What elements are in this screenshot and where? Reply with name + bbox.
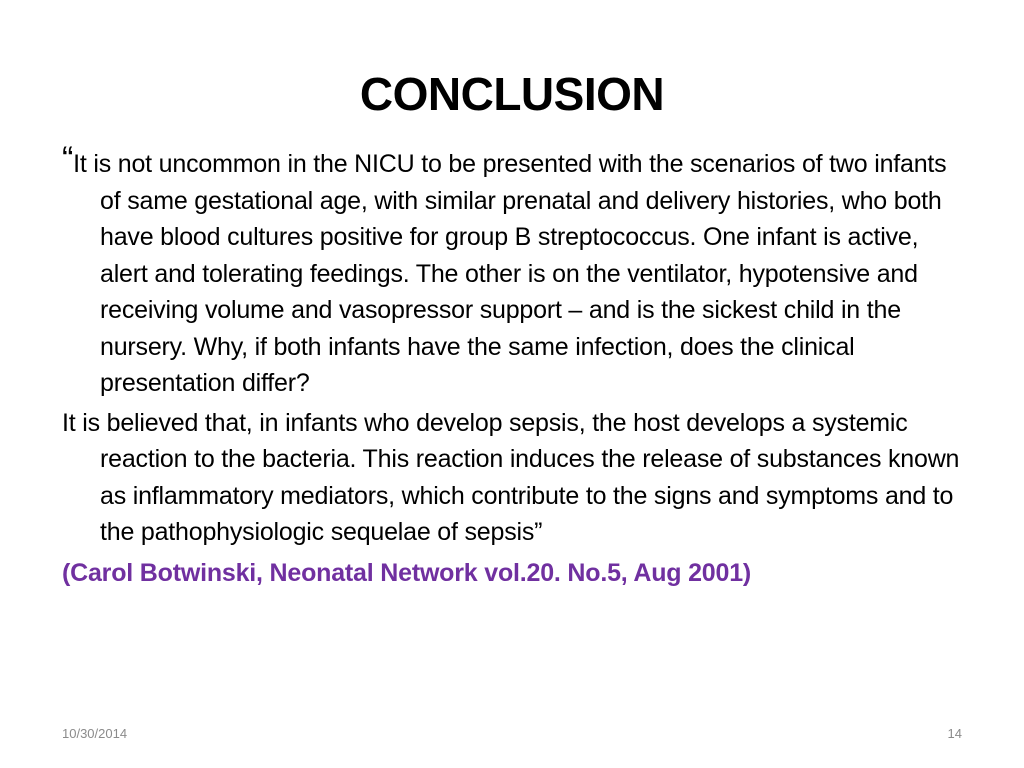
paragraph-2-text: It is believed that, in infants who develop sepsis, the host develops a systemic reaction to the bacteria. This reaction induces the release of substances known as inflammatory mediators, which contribute to the signs and symptoms and to the pathophysiologic sequelae of sepsis” [62, 408, 960, 546]
footer-date: 10/30/2014 [62, 726, 128, 741]
page-number: 14 [947, 726, 962, 741]
open-quote-mark: “ [62, 140, 74, 178]
slide-title: CONCLUSION [359, 68, 665, 120]
slide-body [62, 140, 962, 591]
citation: (Carol Botwinski, Neonatal Network vol.20. No.5, Aug 2001) [62, 558, 752, 587]
quote-paragraph-2 [62, 405, 962, 551]
paragraph-1-text: It is not uncommon in the NICU to be presented with the scenarios of two infants of same gestational age, with similar prenatal and delivery histories, who both have blood cultures positive for group B streptococcus. One infant is active, alert and tolerating feedings. The other is on the ventilator, hypotensive and receiving volume and vasopressor support – and is the sickest child in the nursery. Why, if both infants have the same infection, does the clinical presentation differ? [73, 150, 947, 397]
quote-paragraph-1 [62, 140, 962, 402]
